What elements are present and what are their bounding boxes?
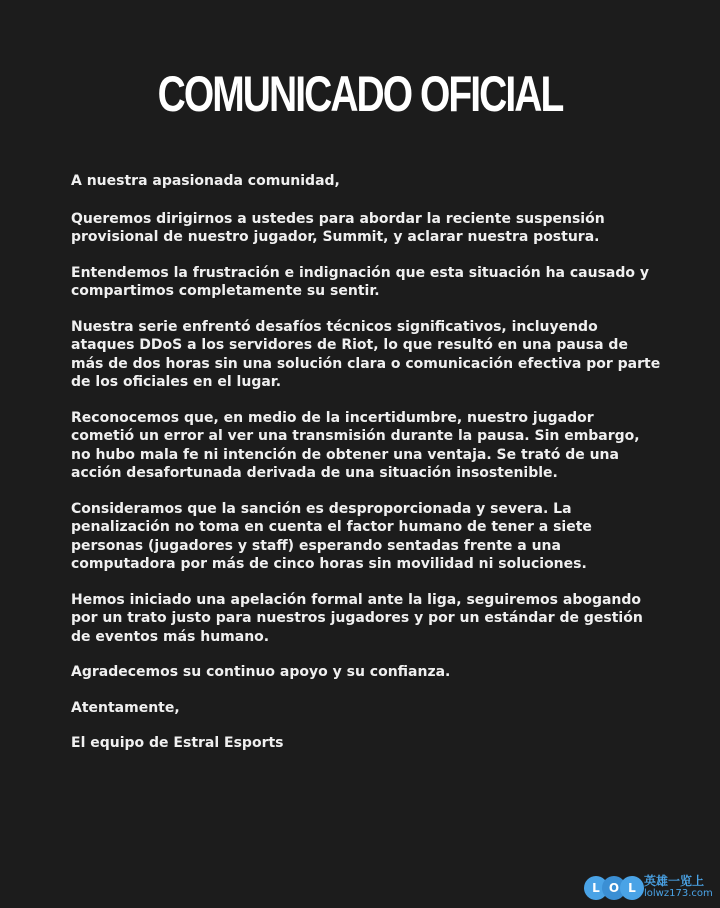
paragraph-sanction: Consideramos que la sanción es desproporcionada y severa. La penalización no toma en cuenta el factor humano de tener a siete personas (jugadores y staff) esperando sentadas frente a una computadora por más de cinco horas sin movilidad ni soluciones. [71, 500, 592, 572]
watermark-url: lolwz173.com [644, 888, 713, 899]
closing: Atentamente, [71, 699, 180, 716]
signature: El equipo de Estral Esports [71, 735, 284, 751]
watermark-letter-o: O [602, 876, 626, 900]
paragraph-error: Reconocemos que, en medio de la incertidumbre, nuestro jugador cometió un error al ver una transmisión durante la pausa. Sin embargo, no hubo mala fe ni intención de obtener una ventaja. Se trató de una acción desafortunada derivada de una situación insostenible. [71, 409, 640, 481]
greeting-paragraph: A nuestra apasionada comunidad, [71, 173, 340, 189]
watermark-letter-l2: L [620, 876, 644, 900]
watermark-top-text: 英雄一览上 [644, 874, 705, 888]
paragraph-frustration: Entendemos la frustración e indignación que esta situación ha causado y compartimos completamente su sentir. [71, 264, 649, 299]
paragraph-suspension: Queremos dirigirnos a ustedes para abordar la reciente suspensión provisional de nuestro jugador, Summit, y aclarar nuestra postura. [71, 210, 605, 245]
statement-body [71, 172, 661, 770]
site-watermark [584, 870, 716, 904]
paragraph-thanks: Agradecemos su continuo apoyo y su confianza. [71, 664, 451, 680]
page-title: COMUNICADO OFICIAL [157, 66, 563, 122]
paragraph-appeal: Hemos iniciado una apelación formal ante la liga, seguiremos abogando por un trato justo para nuestros jugadores y por un estándar de gestión de eventos más humano. [71, 591, 643, 645]
paragraph-technical-issues: Nuestra serie enfrentó desafíos técnicos significativos, incluyendo ataques DDoS a los servidores de Riot, lo que resultó en una pausa de más de dos horas sin una solución clara o comunicación efectiva por parte de los oficiales en el lugar. [71, 318, 661, 390]
watermark-letter-l1: L [584, 876, 608, 900]
